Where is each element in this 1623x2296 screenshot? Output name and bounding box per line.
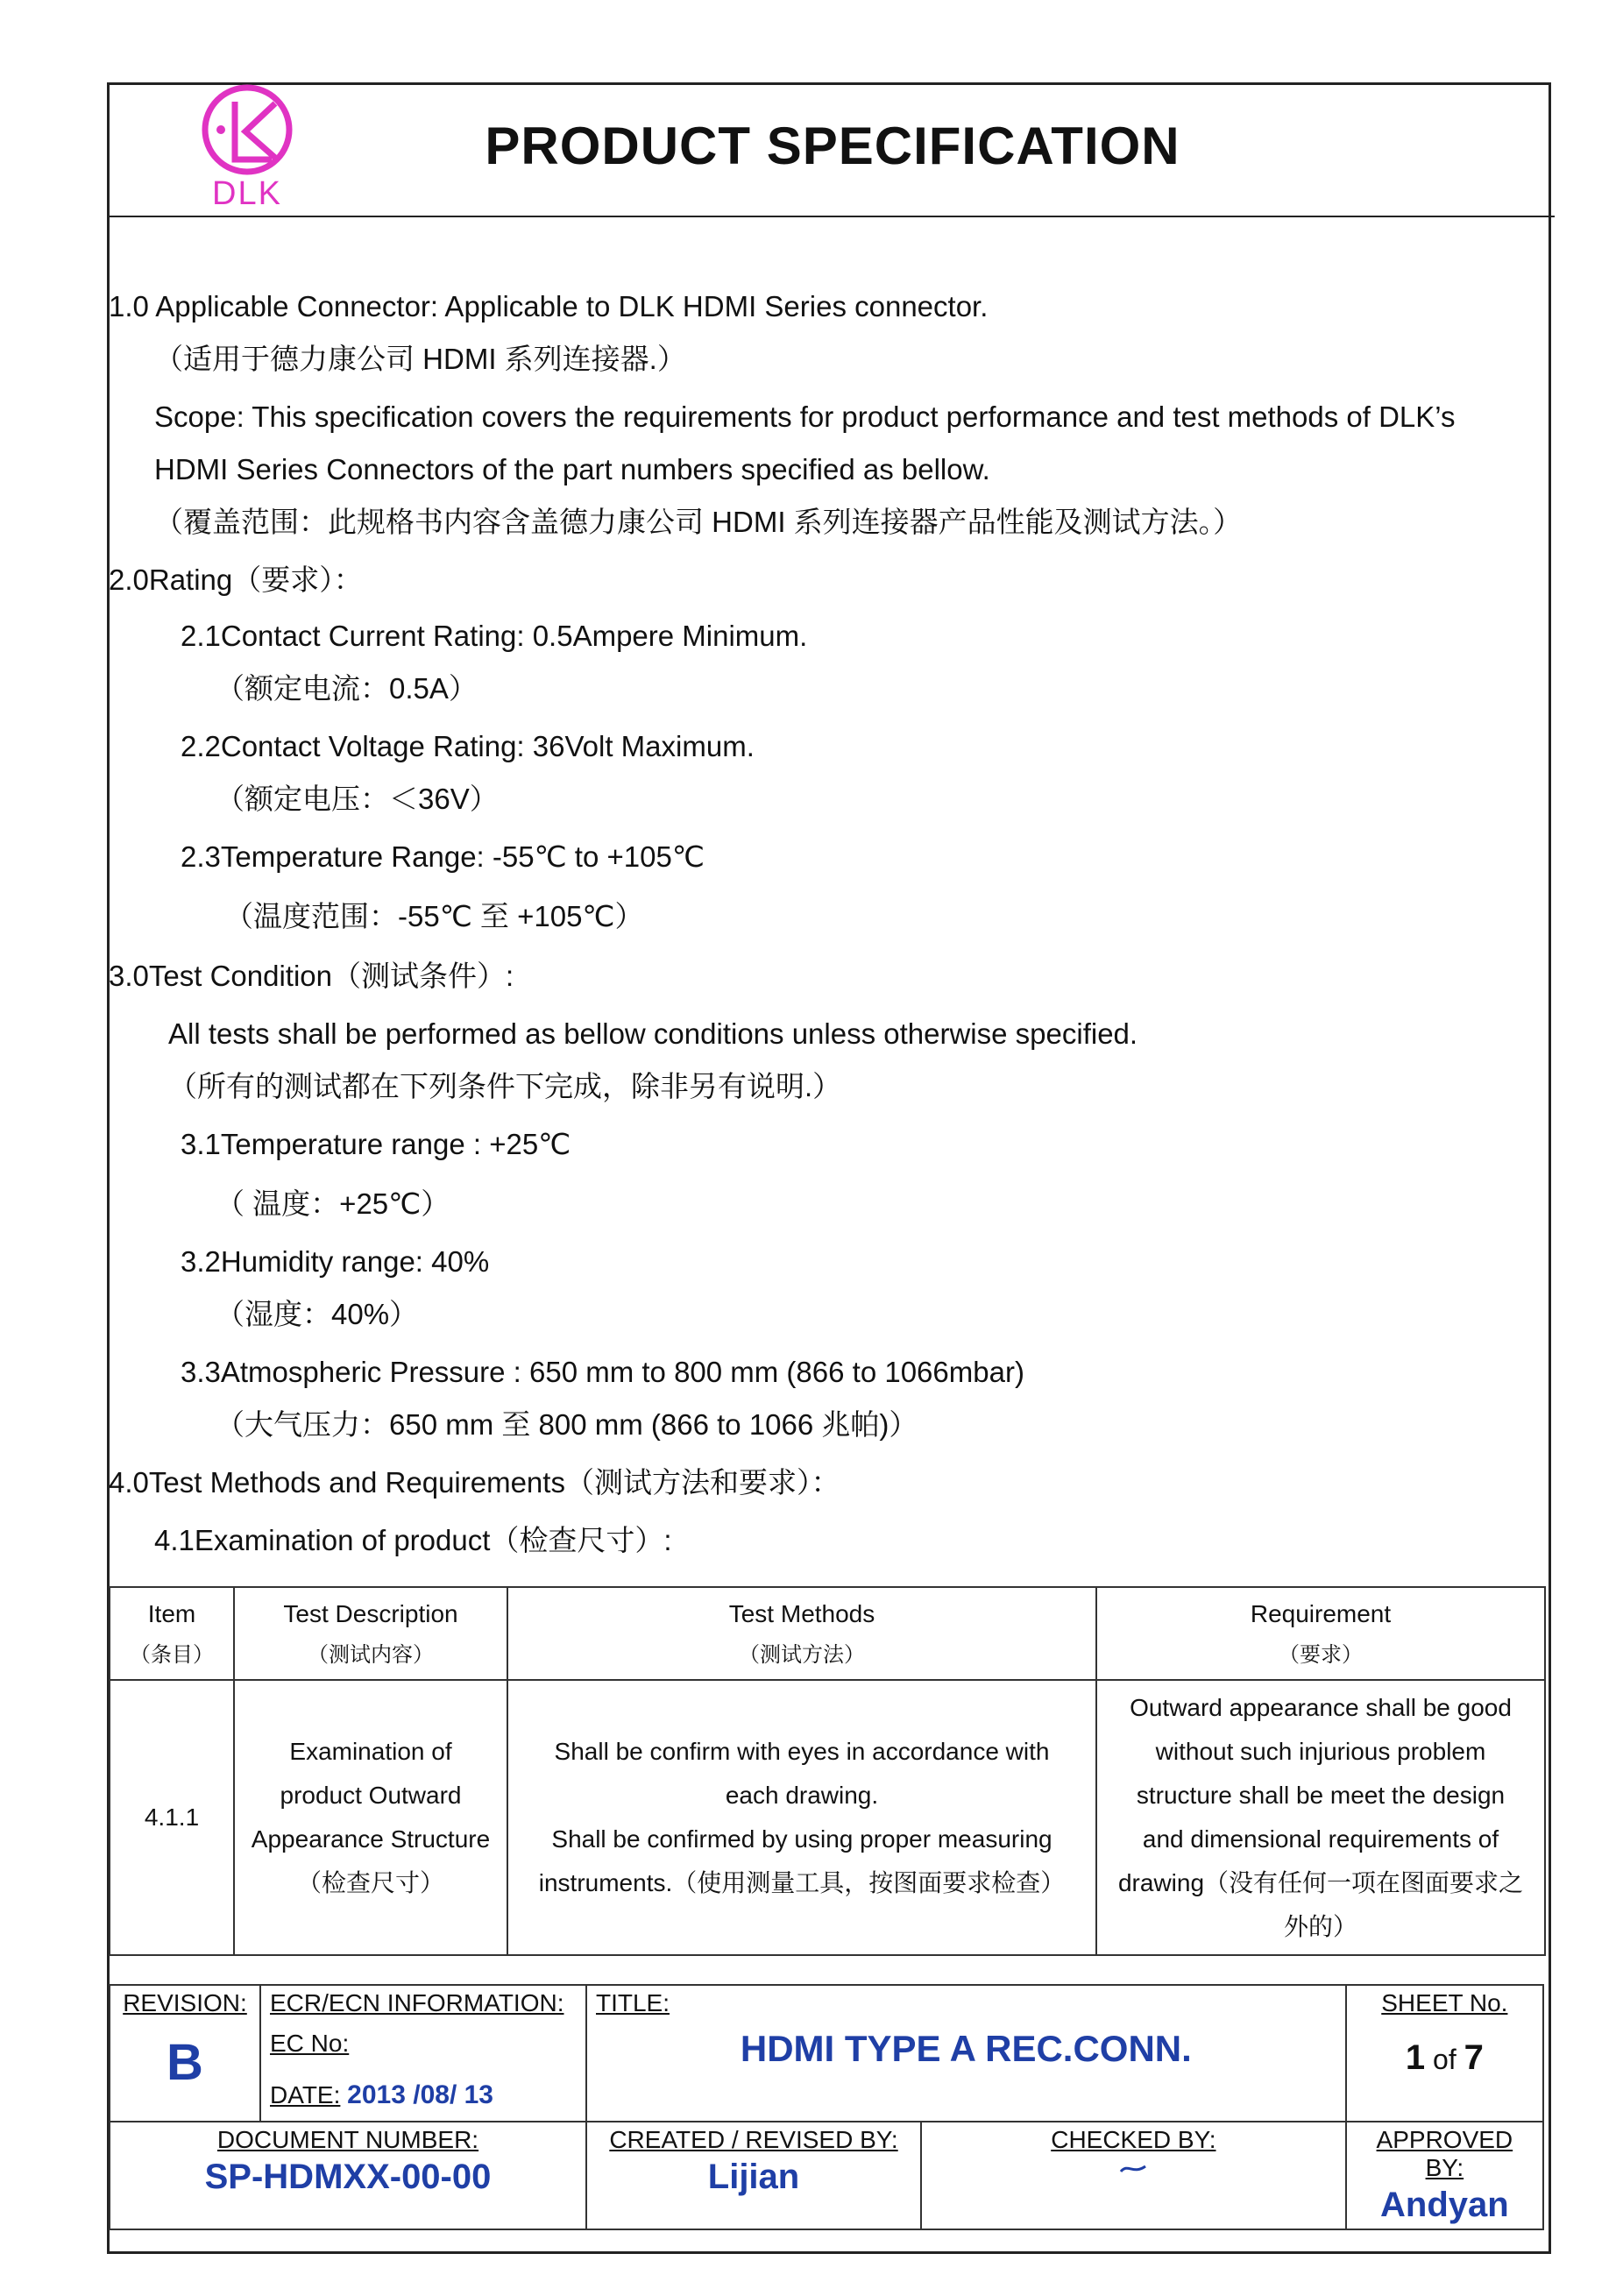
body-line: （覆盖范围：此规格书内容含盖德力康公司 HDMI 系列连接器产品性能及测试方法。） bbox=[154, 506, 1243, 538]
body-line: 1.0 Applicable Connector: Applicable to DLK HDMI Series connector. bbox=[109, 290, 989, 322]
body-line: （所有的测试都在下列条件下完成，除非另有说明.） bbox=[168, 1070, 842, 1102]
logo-text: DLK bbox=[212, 175, 282, 212]
created-cell: CREATED / REVISED BY: Lijian bbox=[586, 2122, 921, 2229]
revision-cell: REVISION: B bbox=[110, 1985, 260, 2122]
doc-number-cell: DOCUMENT NUMBER: SP-HDMXX-00-00 bbox=[110, 2122, 586, 2229]
body-line: 2.3Temperature Range: -55℃ to +105℃ bbox=[181, 840, 705, 873]
body-line: 2.2Contact Voltage Rating: 36Volt Maximum. bbox=[181, 730, 755, 762]
body-line: （大气压力：650 mm 至 800 mm (866 to 1066 兆帕)） bbox=[216, 1408, 918, 1441]
cell-methods: Shall be confirm with eyes in accordance with each drawing. Shall be confirmed by using proper measuring instruments.（使用测量工具，按图面要求检查） bbox=[507, 1680, 1096, 1955]
ecr-cell: ECR/ECN INFORMATION: EC No: DATE: 2013 /08/ 13 bbox=[260, 1985, 586, 2122]
body-line: （温度范围：-55℃ 至 +105℃） bbox=[224, 900, 644, 932]
body-line: 2.1Contact Current Rating: 0.5Ampere Minimum. bbox=[181, 620, 808, 652]
body-line: （适用于德力康公司 HDMI 系列连接器.） bbox=[154, 343, 686, 375]
body-line: （额定电压：＜36V） bbox=[216, 783, 499, 815]
body-line: （湿度：40%） bbox=[216, 1298, 419, 1330]
table-row bbox=[110, 1680, 1545, 1955]
body-line: All tests shall be performed as bellow conditions unless otherwise specified. bbox=[168, 1017, 1138, 1050]
cell-requirement: Outward appearance shall be good without such injurious problem structure shall be meet the design and dimensional requirements of drawing（没有任何一项在图面要求之 外的） bbox=[1096, 1680, 1545, 1955]
spec-table bbox=[109, 1586, 1546, 1956]
body-line: 3.0Test Condition（测试条件）: bbox=[109, 960, 514, 992]
document-title: PRODUCT SPECIFICATION bbox=[485, 117, 1180, 175]
cell-description: Examination of product Outward Appearance Structure （检查尺寸） bbox=[234, 1680, 507, 1955]
body-line: 3.2Humidity range: 40% bbox=[181, 1245, 490, 1278]
body-line: （额定电流：0.5A） bbox=[216, 672, 478, 705]
header-divider bbox=[107, 216, 1555, 217]
body-line: Scope: This specification covers the requirements for product performance and test methods of DLK’s bbox=[154, 400, 1456, 433]
body-line: 2.0Rating（要求）： bbox=[109, 563, 363, 596]
body-line: 4.1Examination of product（检查尺寸）: bbox=[154, 1524, 672, 1556]
header-methods: Test Methods （测试方法） bbox=[507, 1587, 1096, 1680]
body-line: 3.1Temperature range : +25℃ bbox=[181, 1128, 571, 1160]
header-item: Item （条目） bbox=[110, 1587, 234, 1680]
table-header-row bbox=[110, 1587, 1545, 1680]
title-block bbox=[109, 1984, 1544, 2230]
header-requirement: Requirement （要求） bbox=[1096, 1587, 1545, 1680]
approved-cell: APPROVED BY: Andyan bbox=[1346, 2122, 1543, 2229]
header-description: Test Description （测试内容） bbox=[234, 1587, 507, 1680]
checked-cell: CHECKED BY: bbox=[921, 2122, 1346, 2229]
title-cell: TITLE: HDMI TYPE A REC.CONN. bbox=[586, 1985, 1346, 2122]
body-line: 4.0Test Methods and Requirements（测试方法和要求）： bbox=[109, 1466, 840, 1499]
body-line: HDMI Series Connectors of the part numbers specified as bellow. bbox=[154, 453, 990, 485]
cell-item: 4.1.1 bbox=[110, 1680, 234, 1955]
checker-signature-icon bbox=[1116, 2154, 1151, 2180]
body-line: 3.3Atmospheric Pressure : 650 mm to 800 mm (866 to 1066mbar) bbox=[181, 1356, 1024, 1388]
sheet-cell: SHEET No. 1 of 7 bbox=[1346, 1985, 1543, 2122]
body-line: （ 温度：+25℃） bbox=[216, 1187, 450, 1220]
